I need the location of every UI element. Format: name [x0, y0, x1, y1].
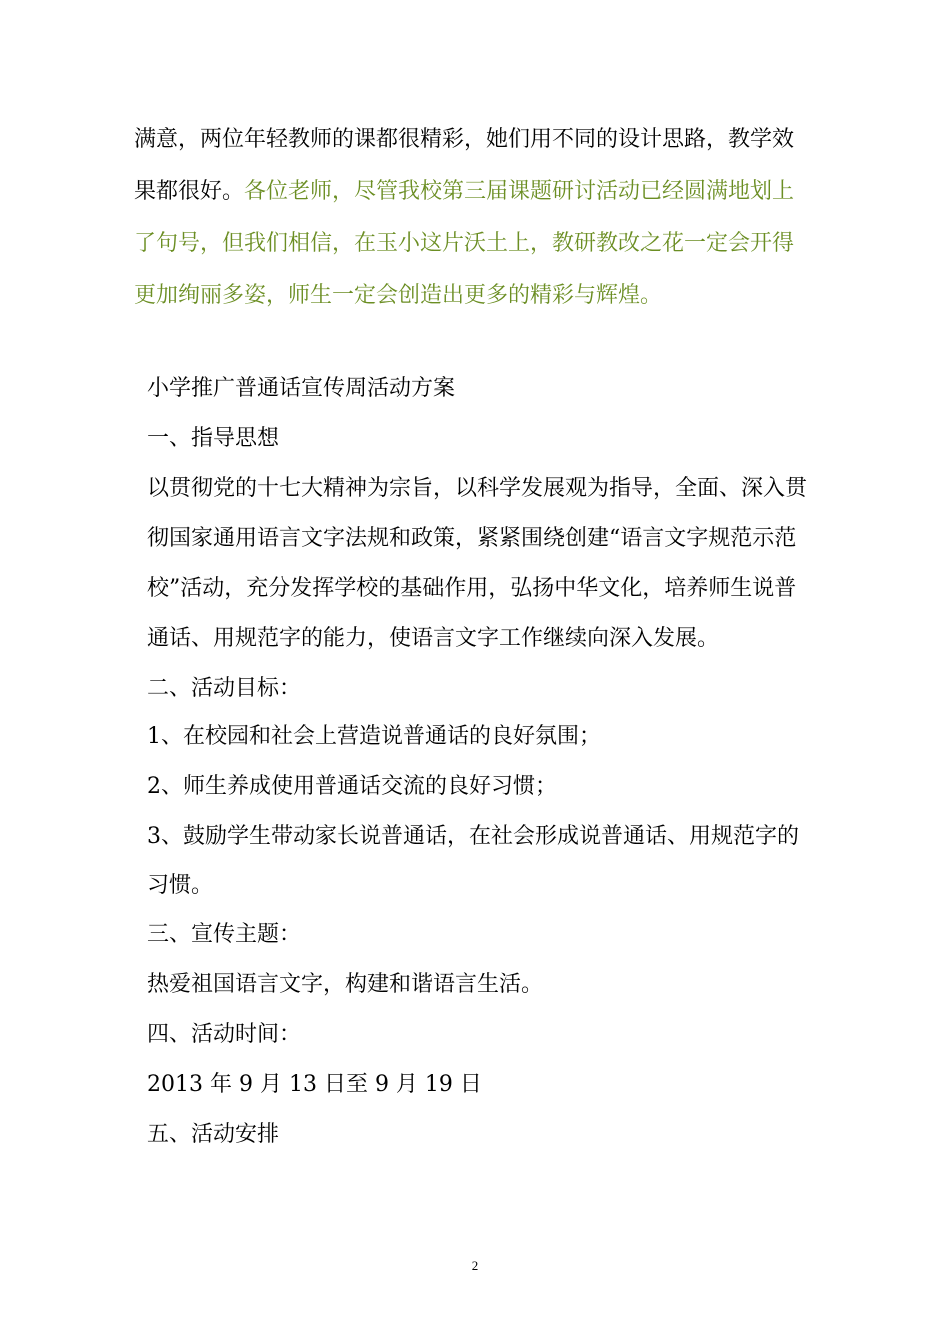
section-1-line-3: 校”活动，充分发挥学校的基础作用，弘扬中华文化，培养师生说普 — [147, 576, 797, 601]
section-2-item-3: 3、鼓励学生带动家长说普通话，在社会形成说普通话、用规范字的 — [147, 824, 799, 849]
intro-line-2 — [134, 177, 794, 207]
intro-line-3: 了句号，但我们相信，在玉小这片沃土上，教研教改之花一定会开得 — [134, 231, 795, 256]
section-4-heading: 四、活动时间： — [147, 1022, 302, 1047]
section-3-heading: 三、宣传主题： — [147, 922, 302, 947]
section-5-heading: 五、活动安排 — [147, 1122, 280, 1147]
section-2-heading: 二、活动目标： — [147, 676, 302, 701]
section-3-text: 热爱祖国语言文字，构建和谐语言生活。 — [147, 972, 544, 997]
intro-line-1: 满意，两位年轻教师的课都很精彩，她们用不同的设计思路，教学效 — [134, 127, 795, 152]
intro-line-4: 更加绚丽多姿，师生一定会创造出更多的精彩与辉煌。 — [134, 283, 663, 308]
section-4-text: 2013 年 9 月 13 日至 9 月 19 日 — [147, 1072, 482, 1097]
section-2-item-2: 2、师生养成使用普通话交流的良好习惯； — [147, 774, 557, 799]
intro-line-2-green: 各位老师，尽管我校第三届课题研讨活动已经圆满地划上 — [244, 179, 795, 204]
document-title: 小学推广普通话宣传周活动方案 — [147, 376, 456, 401]
section-1-line-2: 彻国家通用语言文字法规和政策，紧紧围绕创建“语言文字规范示范 — [147, 526, 797, 551]
section-1-heading: 一、指导思想 — [147, 426, 280, 451]
page-number: 2 — [471, 1258, 479, 1273]
intro-line-2-black: 果都很好。 — [134, 179, 245, 204]
section-1-line-1: 以贯彻党的十七大精神为宗旨，以科学发展观为指导，全面、深入贯 — [147, 476, 808, 501]
section-2-item-1: 1、在校园和社会上营造说普通话的良好氛围； — [147, 724, 601, 749]
section-2-item-3-cont: 习惯。 — [147, 873, 214, 898]
section-1-line-4: 通话、用规范字的能力，使语言文字工作继续向深入发展。 — [147, 626, 720, 651]
